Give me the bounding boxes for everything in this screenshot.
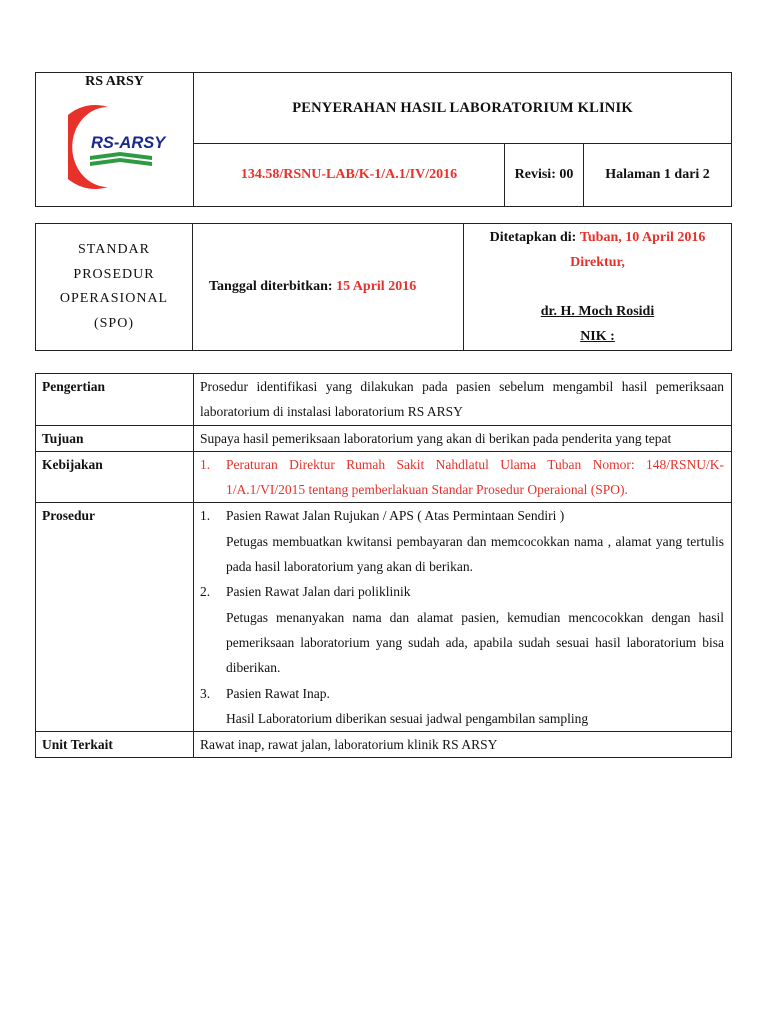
revision-number: Revisi: 00 bbox=[505, 144, 584, 207]
row-unit-terkait bbox=[36, 732, 732, 758]
page-indicator: Halaman 1 dari 2 bbox=[584, 144, 732, 207]
prosedur-item bbox=[200, 681, 724, 732]
prosedur-item-title: Pasien Rawat Inap. bbox=[226, 685, 330, 701]
prosedur-item bbox=[200, 579, 724, 680]
prosedur-item bbox=[200, 503, 724, 579]
approval-cell bbox=[464, 224, 732, 351]
prosedur-item-desc: Petugas menanyakan nama dan alamat pasien, kemudian mencocokkan dengan hasil pemeriksaan laboratorium yang sudah ada, apabila sudah sesuai hasil laboratorium bisa diberikan. bbox=[226, 609, 724, 676]
approval-place-date: Tuban, 10 April 2016 bbox=[579, 230, 706, 245]
spo-table bbox=[35, 223, 732, 351]
prosedur-item-number: 2. bbox=[200, 584, 211, 600]
kebijakan-label: Kebijakan bbox=[36, 451, 194, 503]
kebijakan-item-number: 1. bbox=[200, 456, 211, 472]
prosedur-item-title: Pasien Rawat Jalan dari poliklinik bbox=[226, 584, 411, 600]
prosedur-item-title: Pasien Rawat Jalan Rujukan / APS ( Atas Permintaan Sendiri ) bbox=[226, 508, 565, 524]
issue-date-value: 15 April 2016 bbox=[336, 279, 417, 294]
prosedur-label: Prosedur bbox=[36, 503, 194, 732]
prosedur-item-desc: Hasil Laboratorium diberikan sesuai jadwal pengambilan sampling bbox=[226, 710, 589, 726]
tujuan-label: Tujuan bbox=[36, 425, 194, 451]
spo-label bbox=[36, 224, 193, 351]
pengertian-text: Prosedur identifikasi yang dilakukan pada pasien sebelum mengambil hasil pemeriksaan laboratorium di instalasi laboratorium RS ARSY bbox=[194, 374, 732, 426]
spo-line: STANDAR bbox=[78, 242, 150, 257]
director-nik: NIK : bbox=[580, 329, 615, 344]
director-name: dr. H. Moch Rosidi bbox=[540, 304, 655, 319]
issue-date-label: Tanggal diterbitkan: bbox=[209, 279, 333, 294]
hospital-logo-cell bbox=[36, 73, 194, 207]
director-title: Direktur, bbox=[570, 255, 625, 270]
document-header-table bbox=[35, 72, 732, 207]
spo-line: (SPO) bbox=[93, 315, 134, 331]
row-prosedur bbox=[36, 503, 732, 732]
prosedur-item-desc: Petugas membuatkan kwitansi pembayaran dan memcocokkan nama , alamat yang tertulis pada hasil laboratorium yang akan di berikan. bbox=[226, 533, 724, 575]
procedure-content-table bbox=[35, 373, 732, 758]
unit-terkait-label: Unit Terkait bbox=[36, 732, 194, 758]
row-tujuan bbox=[36, 425, 732, 451]
hospital-name: RS ARSY bbox=[85, 74, 144, 89]
pengertian-label: Pengertian bbox=[36, 374, 194, 426]
kebijakan-item bbox=[200, 452, 724, 503]
row-pengertian bbox=[36, 374, 732, 426]
prosedur-cell bbox=[194, 503, 732, 732]
logo-text: RS-ARSY bbox=[91, 134, 166, 152]
spo-line: PROSEDUR bbox=[73, 266, 155, 282]
prosedur-item-number: 1. bbox=[200, 508, 211, 524]
hospital-logo bbox=[68, 103, 173, 191]
prosedur-item-number: 3. bbox=[200, 685, 211, 701]
document-number: 134.58/RSNU-LAB/K-1/A.1/IV/2016 bbox=[194, 144, 505, 207]
row-kebijakan bbox=[36, 451, 732, 503]
approval-place-label: Ditetapkan di: bbox=[489, 230, 577, 245]
issue-date-cell bbox=[193, 224, 464, 351]
kebijakan-item-text: Peraturan Direktur Rumah Sakit Nahdlatul Ulama Tuban Nomor: 148/RSNU/K-1/A.1/VI/2015 tentang pemberlakuan Standar Prosedur Operaional (SPO). bbox=[226, 456, 724, 498]
document-title: PENYERAHAN HASIL LABORATORIUM KLINIK bbox=[194, 73, 732, 144]
spo-line: OPERASIONAL bbox=[59, 291, 169, 306]
unit-terkait-text: Rawat inap, rawat jalan, laboratorium klinik RS ARSY bbox=[194, 732, 732, 758]
tujuan-text: Supaya hasil pemeriksaan laboratorium yang akan di berikan pada penderita yang tepat bbox=[194, 425, 732, 451]
kebijakan-cell bbox=[194, 451, 732, 503]
